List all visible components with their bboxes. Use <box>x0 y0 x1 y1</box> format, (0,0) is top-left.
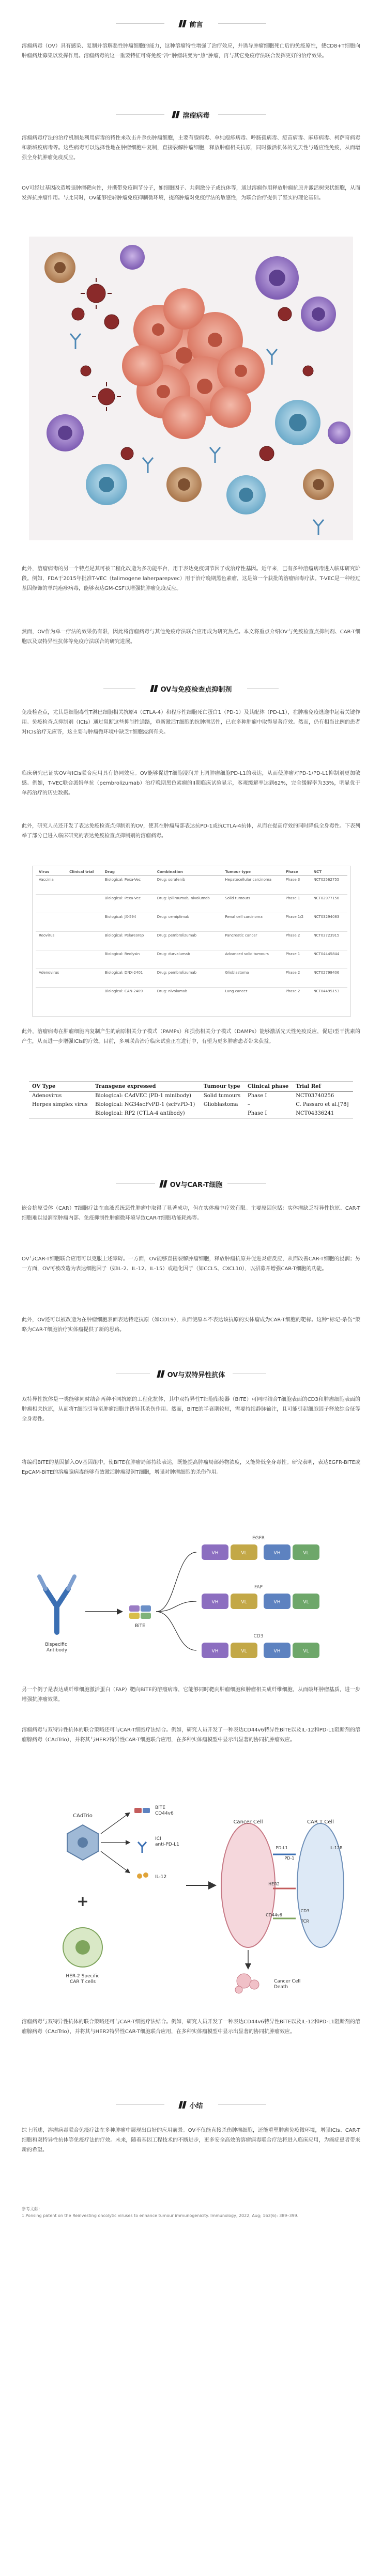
bispecific-label: Bispecific Antibody <box>45 1642 68 1653</box>
table-header: Clinical trial <box>69 870 94 874</box>
bite-construct-row <box>202 1536 319 1560</box>
section-title: 溶瘤病毒 <box>182 112 210 120</box>
table-cell <box>66 895 102 913</box>
table-cell <box>66 932 102 950</box>
cadtrio-diagram <box>31 1782 352 2004</box>
table-cell: Biological: Pexa-Vec <box>104 878 141 882</box>
section-header-intro <box>0 13 382 34</box>
section-header-checkpoint <box>0 678 382 699</box>
table-row <box>29 1109 353 1118</box>
table-cell: Phase I <box>247 1111 267 1116</box>
table-cell <box>66 913 102 932</box>
table-header: Trial Ref <box>296 1084 321 1089</box>
section-header-summary <box>0 2095 382 2115</box>
bite-diagram <box>36 1524 346 1674</box>
table-cell <box>66 950 102 969</box>
table-cell <box>36 913 66 932</box>
table-cell: Lung cancer <box>225 989 248 993</box>
table-cell: NCT03723915 <box>313 933 340 938</box>
cancer-cell-label: Cancer Cell <box>233 1819 263 1825</box>
paragraph: 溶瘤病毒（OV）具有感染、复制并溶解恶性肿瘤细胞的能力，这种溶瘤特性增强了治疗效应，并诱导肿瘤细胞死亡后的免疫原性，使CD8+T细胞向肿瘤病灶募集以发挥作用。溶瘤病毒的这一重要特征可将免疫“冷”肿瘤转变为“热”肿瘤，再与其它免疫疗法联合发挥更好的治疗效果。 <box>22 43 360 59</box>
table-header: Drug <box>104 870 115 874</box>
cd44v6-label: CD44v6 <box>266 1913 282 1917</box>
domain-label: VL <box>241 1551 247 1556</box>
table-cell: NCT03740256 <box>296 1093 334 1099</box>
section-title: OV与免疫检查点抑制剂 <box>160 685 232 694</box>
section-title-box <box>155 1177 227 1191</box>
table-row <box>29 1091 353 1101</box>
table-cell: NCT04336241 <box>296 1111 334 1116</box>
table-cell <box>66 876 102 895</box>
table-row <box>36 950 347 969</box>
paragraph: 溶瘤病毒与双特异性抗体的联合策略还可与CAR-T细胞疗法结合。例如，研究人员开发了一种表达CD44v6特异性BiTE以及IL-12和PD-L1阻断剂的溶瘤腺病毒（CAdTrio），并将其与HER2特异性CAR-T细胞联合应用，在多种实体瘤模型中显示出显著的协同抗肿瘤效应。 <box>22 1727 360 1743</box>
table-header: OV Type <box>32 1084 56 1089</box>
table-cell: C. Passaro et al.[78] <box>296 1102 349 1107</box>
quote-mark-icon <box>151 685 158 692</box>
table-row <box>36 876 347 895</box>
her2-cart-label: HER-2 Specific CAR T cells <box>66 1974 100 1985</box>
section-title-box <box>164 2098 218 2112</box>
cancer-death-label: Cancer Cell Death <box>274 1979 301 1990</box>
table-header: Tumour type <box>225 870 251 874</box>
quote-mark-icon <box>160 1180 167 1188</box>
paragraph: OV可经过基因改造增强肿瘤靶向性，并携带免疫调节分子，如细胞因子、共刺激分子或抗体等，通过溶瘤作用释放肿瘤抗原并激活树突状细胞，从而发挥抗肿瘤作用。与此同时，OV能够逆转肿瘤免疫抑制微环境，提高肿瘤对免疫疗法的敏感性，为联合治疗提供了坚实的理论基础。 <box>22 185 360 201</box>
cadtrio-diagram-svg <box>31 1782 352 2004</box>
paragraph: 此外，OV还可以被改造为在肿瘤细胞表面表达特定抗原（如CD19），从而使原本不表达该抗原的实体瘤成为CAR-T细胞的靶标。这种“标记-杀伤”策略为CAR-T细胞治疗实体瘤提供了新的思路。 <box>22 1317 360 1333</box>
table-cell: Pancreatic cancer <box>225 933 257 938</box>
section-header-cart <box>0 1174 382 1194</box>
paragraph: 另一个例子是表达成纤维细胞激活蛋白（FAP）靶向BiTE的溶瘤病毒，它能够同时靶向肿瘤细胞和肿瘤相关成纤维细胞，从而破坏肿瘤基质，进一步增强抗肿瘤效果。 <box>22 1687 360 1703</box>
bite-cd44v6-label: BiTE CD44v6 <box>155 1805 174 1816</box>
domain-label: VL <box>303 1551 309 1556</box>
table-header: Clinical phase <box>247 1084 289 1089</box>
domain-label: VH <box>273 1600 281 1605</box>
quote-mark-icon <box>179 2101 186 2109</box>
table-cell: NCT02977156 <box>313 896 340 900</box>
cells-illustration-svg <box>29 237 353 540</box>
bispecific-antibody-shape <box>39 1576 74 1632</box>
plus-icon: + <box>77 1893 89 1910</box>
domain-label: VL <box>241 1649 247 1654</box>
section-title: OV与双特异性抗体 <box>167 1371 225 1379</box>
table-cell <box>36 950 66 969</box>
table-cell: NCT02562755 <box>313 878 340 882</box>
table-cell: Phase 2 <box>285 971 300 975</box>
table-cell: NCT03294083 <box>313 915 340 919</box>
table-cell: Biological: Reolysin <box>104 952 140 956</box>
oncolytic-virus-illustration <box>29 237 353 540</box>
paragraph: 此外，溶瘤病毒的另一个特点是其可被工程化改造为多功能平台，用于表达免疫调节因子或治疗性基因。近年来，已有多种溶瘤病毒进入临床研究阶段。例如，FDA于2015年批准T-VEC（talimogene laherparepvec）用于治疗晚期黑色素瘤，这是第一个获批的溶瘤病毒疗法。T-VEC是一种经过基因修饰的单纯疱疹病毒，能够表达GM-CSF以增强抗肿瘤免疫反应。 <box>22 566 360 591</box>
table-header: Virus <box>39 870 50 874</box>
table-cell: Drug: pembrolizumab <box>157 933 197 938</box>
cadtrio-virus <box>67 1825 98 1860</box>
tcr-label: TCR <box>301 1919 309 1924</box>
table-cell <box>66 988 102 1006</box>
table-cell: Advanced solid tumours <box>225 952 269 956</box>
section-title: 小结 <box>189 2102 203 2110</box>
her2-label: HER2 <box>268 1882 280 1886</box>
table-cell: Hepatocellular carcinoma <box>225 878 272 882</box>
references: 参考文献： 1.Ponsing patent on the Reinvesting oncolytic viruses to enhance tumour immunogenicity. Immunology, 2022, Aug; 163(6): 389–399. <box>22 2207 299 2218</box>
table-cell: Phase 1/2 <box>285 915 304 919</box>
cart-cell <box>297 1823 344 1947</box>
ici-label: ICI anti-PD-L1 <box>155 1836 179 1847</box>
table-header: Tumour type <box>203 1084 240 1089</box>
paragraph: 临床研究已证实OV与ICIs联合应用具有协同效应。OV能够促进T细胞浸润并上调肿瘤细胞PD-L1的表达，从而使肿瘤对PD-1/PD-L1抑制剂更加敏感。例如，T-VEC联合派姆单抗（pembrolizumab）治疗晚期黑色素瘤的II期临床试验显示，客观缓解率达到62%，完全缓解率为33%，明显优于单药治疗的历史数据。 <box>22 771 360 796</box>
table-row <box>36 932 347 950</box>
table-cell: NCT04495153 <box>313 989 340 993</box>
paragraph: OV与CAR-T细胞联合应用可以克服上述障碍。一方面，OV能够直接裂解肿瘤细胞，释放肿瘤抗原并促进炎症反应，从而改善CAR-T细胞的浸润；另一方面，OV可被改造为表达细胞因子（如IL-2、IL-12、IL-15）或趋化因子（如CCL5、CXCL10），以招募并增强CAR-T细胞的功能。 <box>22 1256 360 1272</box>
table-cell: Biological: Pelareorep <box>104 933 144 938</box>
table-cell: Drug: nivolumab <box>157 989 188 993</box>
paragraph: 然而，OV作为单一疗法的效果仍有限，因此将溶瘤病毒与其他免疫疗法联合应用成为研究热点。本文将重点介绍OV与免疫检查点抑制剂、CAR-T细胞以及双特异性抗体等免疫疗法联合的研究进展。 <box>22 629 360 645</box>
quote-mark-icon <box>158 1370 164 1378</box>
table-cell: Renal cell carcinoma <box>225 915 263 919</box>
pdl1-label: PD-L1 <box>276 1846 288 1850</box>
bite-diagram-svg <box>36 1524 346 1674</box>
clinical-trials-table <box>36 868 347 1006</box>
table-cell: Drug: pembrolizumab <box>157 971 197 975</box>
domain-label: VL <box>303 1600 309 1605</box>
table-cell: NCT04445844 <box>313 952 340 956</box>
table-cell: Adenovirus <box>39 971 59 975</box>
table-cell: Biological: Pexa-Vec <box>104 896 141 900</box>
paragraph: 此外，研究人员还开发了表达免疫检查点抑制剂的OV，使其在肿瘤局部表达抗PD-1或抗CTLA-4抗体，从而在提高疗效的同时降低全身毒性。下表列举了部分已进入临床研究的表达免疫检查点抑制剂的溶瘤病毒。 <box>22 823 360 839</box>
table-cell: Glioblastoma <box>203 1102 238 1107</box>
table-row <box>36 895 347 913</box>
paragraph: 溶瘤病毒疗法的治疗机制是利用病毒的特性来攻击并杀伤肿瘤细胞，主要有腺病毒、单纯疱疹病毒、呼肠孤病毒、痘苗病毒、麻疹病毒、柯萨奇病毒和新城疫病毒等。这些病毒可以选择性地在肿瘤细胞中复制，直接裂解肿瘤细胞，释放肿瘤相关抗原，同时激活机体的先天性与适应性免疫，从而增强全身抗肿瘤免疫反应。 <box>22 135 360 161</box>
bite-shape <box>129 1605 151 1619</box>
table-cell: Drug: ipilimumab, nivolumab <box>157 896 210 900</box>
table-cell: Solid tumours <box>203 1093 241 1099</box>
table-cell: Phase 1 <box>285 952 300 956</box>
table-cell: – <box>247 1102 250 1107</box>
table-cell: Biological: CAdVEC (PD-1 minibody) <box>95 1093 191 1099</box>
domain-label: VH <box>273 1551 281 1556</box>
ov-transgene-table <box>29 1082 353 1118</box>
table-row <box>36 913 347 932</box>
table-cell: Drug: cemiplimab <box>157 915 190 919</box>
row-tag: EGFR <box>252 1536 265 1541</box>
bite-construct-row <box>202 1585 319 1609</box>
table-cell <box>66 969 102 988</box>
bite-construct-row <box>202 1634 319 1658</box>
domain-label: VH <box>273 1649 281 1654</box>
cancer-cell-death <box>235 1974 259 1993</box>
table-cell: Glioblastoma <box>225 971 249 975</box>
table-cell: Adenovirus <box>32 1093 62 1099</box>
domain-label: VH <box>211 1600 219 1605</box>
table-cell: Drug: durvalumab <box>157 952 190 956</box>
table-cell: Phase 2 <box>285 989 300 993</box>
table-row <box>36 988 347 1006</box>
table-header: Transgene expressed <box>95 1084 156 1089</box>
row-tag: FAP <box>254 1585 263 1590</box>
cadtrio-label: CAdTrio <box>73 1813 93 1819</box>
section-title-box <box>135 681 247 696</box>
section-title: 前言 <box>189 21 203 29</box>
her2-cart-cell <box>63 1928 102 1967</box>
table-cell: Reovirus <box>39 933 55 938</box>
section-title-box <box>150 1367 233 1381</box>
table-header: Combination <box>157 870 183 874</box>
section-header-background <box>0 104 382 125</box>
table-cell: Herpes simplex virus <box>32 1102 88 1107</box>
quote-mark-icon <box>179 20 186 27</box>
clinical-trials-table-image <box>32 866 351 1017</box>
section-title: OV与CAR-T细胞 <box>170 1181 223 1189</box>
bite-label: BiTE <box>135 1623 145 1629</box>
table-cell <box>36 895 66 913</box>
domain-label: VH <box>211 1551 219 1556</box>
table-cell: Phase 1 <box>285 896 300 900</box>
table-row <box>29 1100 353 1109</box>
table-cell: Solid tumours <box>225 896 250 900</box>
table-cell: Biological: DNX-2401 <box>104 971 143 975</box>
row-tag: CD3 <box>253 1634 264 1639</box>
table-header: NCT <box>313 870 322 874</box>
cd3-label: CD3 <box>300 1909 310 1913</box>
paragraph: 溶瘤病毒与双特异性抗体的联合策略还可与CAR-T细胞疗法结合。例如，研究人员开发了一种表达CD44v6特异性BiTE以及IL-12和PD-L1阻断剂的溶瘤腺病毒（CAdTrio），并将其与HER2特异性CAR-T细胞联合应用，在多种实体瘤模型中显示出显著的协同抗肿瘤效应。 <box>22 2019 360 2035</box>
table-header: Phase <box>285 870 298 874</box>
cart-cell-label: CAR T Cell <box>307 1819 334 1825</box>
domain-label: VH <box>211 1649 219 1654</box>
paragraph: 综上所述，溶瘤病毒联合免疫疗法在多种肿瘤中展现出良好的应用前景。OV不仅能直接杀伤肿瘤细胞，还能重塑肿瘤免疫微环境，增强ICIs、CAR-T细胞和双特异性抗体等免疫疗法的疗效。未来，随着基因工程技术的不断进步，更多安全高效的溶瘤病毒联合疗法将进入临床应用，为癌症患者带来新的希望。 <box>22 2128 360 2153</box>
paragraph: 将编码BiTE的基因插入OV基因组中，使BiTE在肿瘤局部持续表达，既能提高肿瘤局部药物浓度，又能降低全身毒性。研究表明，表达EGFR-BiTE或EpCAM-BiTE的溶瘤腺病毒能够有效激活肿瘤浸润T细胞，增强对肿瘤细胞的杀伤作用。 <box>22 1460 360 1475</box>
table-cell: Phase 2 <box>285 933 300 938</box>
table-cell: Biological: NG34scFvPD-1 (scFvPD-1) <box>95 1102 195 1107</box>
table-cell: Vaccinia <box>39 878 54 882</box>
quote-mark-icon <box>173 111 179 118</box>
domain-label: VL <box>241 1600 247 1605</box>
table-cell: Phase 3 <box>285 878 300 882</box>
paragraph: 双特异性抗体是一类能够同时结合两种不同抗原的工程化抗体，其中双特异性T细胞衔接器（BiTE）可同时结合T细胞表面的CD3和肿瘤细胞表面的肿瘤相关抗原，从而将T细胞引导至肿瘤细胞并诱导其杀伤作用。然而，BiTE的半衰期较短，需要持续静脉输注，且可能引起细胞因子释放综合征等全身毒性。 <box>22 1397 360 1422</box>
section-title-box <box>164 17 218 31</box>
table-cell: Biological: JX-594 <box>104 915 136 919</box>
paragraph: 嵌合抗原受体（CAR）T细胞疗法在血液系统恶性肿瘤中取得了显著成功，但在实体瘤中疗效有限。主要原因包括：实体瘤缺乏特异性抗原、CAR-T细胞难以浸润至肿瘤内部、免疫抑制性肿瘤微环境导致CAR-T细胞功能耗竭等。 <box>22 1206 360 1221</box>
table-cell <box>36 988 66 1006</box>
il12-label: IL-12 <box>155 1875 167 1880</box>
paragraph: 此外，溶瘤病毒在肿瘤细胞内复制产生的病原相关分子模式（PAMPs）和损伤相关分子模式（DAMPs）能够激活先天性免疫反应，促进I型干扰素的产生，从而进一步增强ICIs的疗效。目前，多项联合治疗临床试验正在进行中，有望为更多肿瘤患者带来获益。 <box>22 1029 360 1044</box>
ici-antibody <box>138 1842 146 1853</box>
cancer-cell <box>221 1823 275 1947</box>
table-cell: Biological: RP2 (CTLA-4 antibody) <box>95 1111 185 1116</box>
table-cell: NCT02798406 <box>313 971 340 975</box>
table-cell: Biological: CAN-2409 <box>104 989 143 993</box>
pd1-label: PD-1 <box>284 1856 295 1861</box>
table-cell <box>201 1109 245 1118</box>
paragraph: 免疫检查点，尤其是细胞毒性T淋巴细胞相关抗原4（CTLA-4）和程序性细胞死亡蛋白1（PD-1）及其配体（PD-L1），在肿瘤免疫逃逸中起着关键作用。免疫检查点抑制剂（ICIs）通过阻断这些抑制性通路，重新激活T细胞的抗肿瘤活性，已在多种肿瘤中取得显著疗效。然而，仍有相当比例的患者对ICIs治疗无应答，这主要与肿瘤微环境中缺乏T细胞浸润有关。 <box>22 710 360 735</box>
domain-label: VL <box>303 1649 309 1654</box>
section-title-box <box>164 107 218 122</box>
section-header-bispecific <box>0 1364 382 1384</box>
table-cell: Drug: sorafenib <box>157 878 186 882</box>
il12-cytokine <box>137 1872 148 1879</box>
il12r-label: IL-12R <box>329 1846 343 1850</box>
bite-product <box>134 1808 150 1813</box>
table-cell: Phase I <box>247 1093 267 1099</box>
table-row <box>36 969 347 988</box>
table-cell <box>29 1109 92 1118</box>
